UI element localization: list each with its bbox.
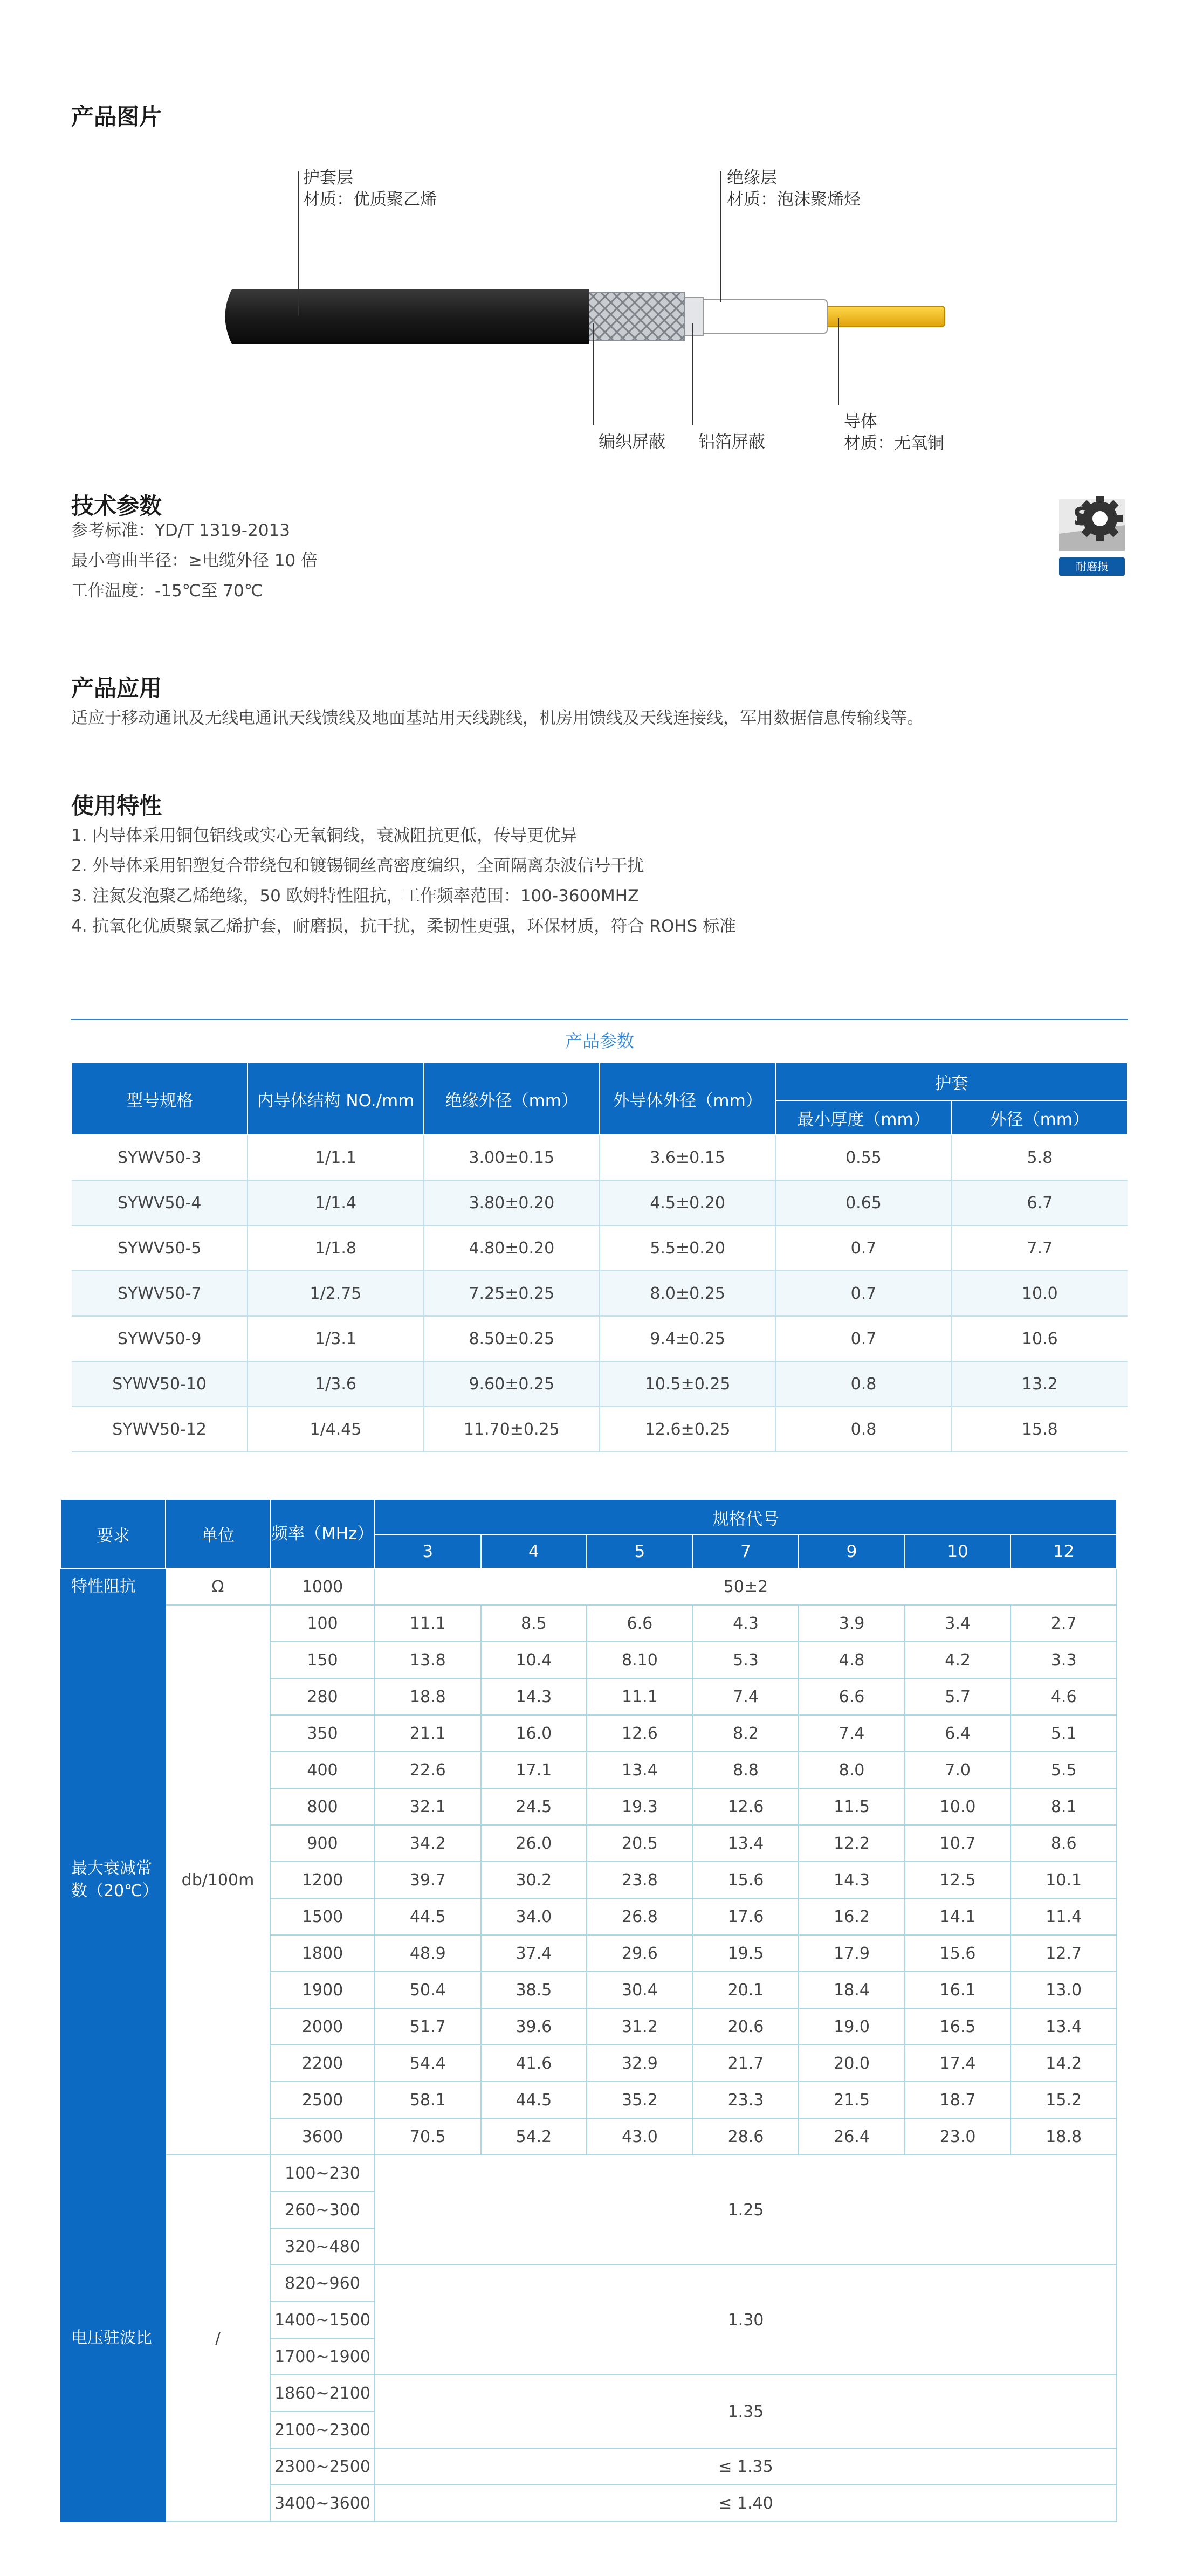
table-cell: 1/1.4 (248, 1180, 423, 1225)
attenuation-value: 7.0 (905, 1752, 1011, 1788)
attenuation-freq: 800 (270, 1788, 375, 1825)
attenuation-value: 3.9 (799, 1605, 905, 1642)
svg-text:S: S (1073, 502, 1091, 531)
attenuation-freq: 350 (270, 1715, 375, 1752)
attenuation-value: 8.2 (693, 1715, 799, 1752)
table-row (61, 2155, 1117, 2192)
table-row (72, 1225, 1128, 1271)
attenuation-value: 6.6 (587, 1605, 693, 1642)
attenuation-value: 8.8 (693, 1752, 799, 1788)
callout-jacket-name: 护套层 (303, 168, 353, 188)
attenuation-value: 50.4 (375, 1972, 481, 2008)
table-cell: 9.60±0.25 (424, 1361, 600, 1407)
attenuation-value: 26.8 (587, 1898, 693, 1935)
col-header-spec: 12 (1010, 1535, 1117, 1568)
attenuation-value: 10.1 (1010, 1862, 1117, 1898)
table-cell: 1/3.6 (248, 1361, 423, 1407)
attenuation-value: 26.0 (481, 1825, 587, 1862)
attenuation-value: 31.2 (587, 2008, 693, 2045)
table-cell: 5.5±0.20 (600, 1225, 775, 1271)
attenuation-value: 2.7 (1010, 1605, 1117, 1642)
col-header-spec-code: 规格代号 (375, 1499, 1117, 1535)
attenuation-value: 20.1 (693, 1972, 799, 2008)
attenuation-value: 11.4 (1010, 1898, 1117, 1935)
table-cell: 13.2 (952, 1361, 1128, 1407)
attenuation-value: 20.6 (693, 2008, 799, 2045)
col-header-spec: 5 (587, 1535, 693, 1568)
tech-param-bend-radius: 最小弯曲半径：≥电缆外径 10 倍 (71, 551, 318, 570)
table-cell: 1/1.8 (248, 1225, 423, 1271)
table-cell: 0.7 (775, 1316, 951, 1361)
attenuation-value: 26.4 (799, 2118, 905, 2155)
callout-braid: 编织屏蔽 (599, 432, 665, 452)
impedance-value: 50±2 (375, 1568, 1117, 1605)
attenuation-value: 12.5 (905, 1862, 1011, 1898)
table-row (61, 1568, 1117, 1605)
table-cell: 0.55 (775, 1135, 951, 1180)
attenuation-value: 15.6 (905, 1935, 1011, 1972)
abrasion-badge (1057, 487, 1127, 579)
attenuation-value: 34.2 (375, 1825, 481, 1862)
attenuation-value: 19.5 (693, 1935, 799, 1972)
callout-insulation (727, 167, 861, 210)
cable-jacket (225, 289, 589, 344)
attenuation-value: 15.2 (1010, 2082, 1117, 2118)
attenuation-value: 19.3 (587, 1788, 693, 1825)
section-title-features: 使用特性 (71, 793, 162, 819)
vswr-freq: 1860~2100 (270, 2375, 375, 2412)
attenuation-value: 21.1 (375, 1715, 481, 1752)
attenuation-value: 22.6 (375, 1752, 481, 1788)
attenuation-value: 13.0 (1010, 1972, 1117, 2008)
attenuation-value: 6.6 (799, 1678, 905, 1715)
attenuation-value: 13.4 (587, 1752, 693, 1788)
tech-params-list (71, 515, 318, 606)
application-text: 适应于移动通讯及无线电通讯天线馈线及地面基站用天线跳线，机房用馈线及天线连接线，军用数据信息传输线等。 (71, 708, 924, 728)
feature-item: 2. 外导体采用铝塑复合带绕包和镀锡铜丝高密度编织，全面隔离杂波信号干扰 (71, 856, 644, 876)
attenuation-value: 20.5 (587, 1825, 693, 1862)
col-header-spec: 9 (799, 1535, 905, 1568)
attenuation-value: 16.5 (905, 2008, 1011, 2045)
vswr-freq: 260~300 (270, 2192, 375, 2228)
electrical-params-body (61, 1568, 1117, 2522)
attenuation-value: 4.6 (1010, 1678, 1117, 1715)
attenuation-value: 16.2 (799, 1898, 905, 1935)
attenuation-value: 16.0 (481, 1715, 587, 1752)
callout-insulation-name: 绝缘层 (727, 168, 777, 188)
tech-param-standard: 参考标准：YD/T 1319-2013 (71, 521, 291, 540)
table-cell: 0.65 (775, 1180, 951, 1225)
table-row (61, 1605, 1117, 1642)
col-header-jacket: 护套 (775, 1063, 1128, 1100)
attenuation-value: 12.6 (587, 1715, 693, 1752)
attenuation-value: 8.5 (481, 1605, 587, 1642)
attenuation-value: 43.0 (587, 2118, 693, 2155)
attenuation-value: 3.3 (1010, 1642, 1117, 1678)
attenuation-freq: 2000 (270, 2008, 375, 2045)
impedance-freq: 1000 (270, 1568, 375, 1605)
attenuation-value: 12.7 (1010, 1935, 1117, 1972)
section-title-product-image: 产品图片 (71, 104, 162, 130)
table-cell: 15.8 (952, 1407, 1128, 1452)
attenuation-value: 44.5 (481, 2082, 587, 2118)
attenuation-value: 30.2 (481, 1862, 587, 1898)
attenuation-value: 21.7 (693, 2045, 799, 2082)
attenuation-value: 51.7 (375, 2008, 481, 2045)
attenuation-value: 18.8 (375, 1678, 481, 1715)
attenuation-value: 5.3 (693, 1642, 799, 1678)
attenuation-value: 23.3 (693, 2082, 799, 2118)
feature-item: 4. 抗氧化优质聚氯乙烯护套，耐磨损，抗干扰，柔韧性更强，环保材质，符合 ROHS 标准 (71, 917, 737, 936)
table-cell: 8.50±0.25 (424, 1316, 600, 1361)
table-row (72, 1316, 1128, 1361)
table-cell: 5.8 (952, 1135, 1128, 1180)
attenuation-value: 54.4 (375, 2045, 481, 2082)
attenuation-value: 10.4 (481, 1642, 587, 1678)
attenuation-value: 10.0 (905, 1788, 1011, 1825)
col-header-frequency: 频率（MHz） (270, 1499, 375, 1568)
table-cell: 0.8 (775, 1407, 951, 1452)
attenuation-value: 17.6 (693, 1898, 799, 1935)
table-cell: 6.7 (952, 1180, 1128, 1225)
attenuation-value: 18.7 (905, 2082, 1011, 2118)
table-row (72, 1361, 1128, 1407)
col-header-outer-conductor-od: 外导体外径（mm） (600, 1063, 775, 1135)
attenuation-value: 48.9 (375, 1935, 481, 1972)
features-list (71, 821, 736, 941)
attenuation-value: 7.4 (799, 1715, 905, 1752)
attenuation-value: 17.1 (481, 1752, 587, 1788)
table-row (72, 1135, 1128, 1180)
vswr-freq: 820~960 (270, 2265, 375, 2302)
attenuation-value: 4.2 (905, 1642, 1011, 1678)
callout-conductor-material: 材质：无氧铜 (844, 433, 944, 453)
col-header-spec: 7 (693, 1535, 799, 1568)
attenuation-value: 39.7 (375, 1862, 481, 1898)
col-header-model: 型号规格 (72, 1063, 248, 1135)
attenuation-value: 6.4 (905, 1715, 1011, 1752)
attenuation-value: 13.4 (1010, 2008, 1117, 2045)
col-header-jacket-od: 外径（mm） (952, 1100, 1128, 1135)
tech-param-temperature: 工作温度：-15℃至 70℃ (71, 581, 263, 601)
table-cell: 11.70±0.25 (424, 1407, 600, 1452)
product-params-caption: 产品参数 (71, 1019, 1128, 1062)
attenuation-value: 8.1 (1010, 1788, 1117, 1825)
attenuation-freq: 150 (270, 1642, 375, 1678)
col-header-spec: 4 (481, 1535, 587, 1568)
callout-conductor (844, 411, 944, 454)
table-row (72, 1407, 1128, 1452)
vswr-value: 1.30 (375, 2265, 1117, 2375)
attenuation-value: 23.8 (587, 1862, 693, 1898)
electrical-params-table (60, 1499, 1117, 2522)
vswr-unit: / (166, 2155, 270, 2522)
attenuation-value: 14.2 (1010, 2045, 1117, 2082)
table-row (72, 1271, 1128, 1316)
vswr-freq: 2300~2500 (270, 2448, 375, 2485)
attenuation-freq: 400 (270, 1752, 375, 1788)
attenuation-freq: 1200 (270, 1862, 375, 1898)
attenuation-value: 21.5 (799, 2082, 905, 2118)
table-cell: 1/3.1 (248, 1316, 423, 1361)
attenuation-value: 4.8 (799, 1642, 905, 1678)
attenuation-value: 23.0 (905, 2118, 1011, 2155)
attenuation-value: 12.6 (693, 1788, 799, 1825)
attenuation-value: 14.1 (905, 1898, 1011, 1935)
callout-jacket (303, 167, 437, 210)
attenuation-value: 20.0 (799, 2045, 905, 2082)
col-header-spec: 10 (905, 1535, 1011, 1568)
table-cell: 12.6±0.25 (600, 1407, 775, 1452)
cable-braid (582, 292, 685, 341)
feature-item: 3. 注氮发泡聚乙烯绝缘，50 欧姆特性阻抗，工作频率范围：100-3600MHZ (71, 886, 640, 906)
table-cell: 0.7 (775, 1271, 951, 1316)
table-cell: 3.00±0.15 (424, 1135, 600, 1180)
attenuation-unit: db/100m (166, 1605, 270, 2155)
table-cell: SYWV50-4 (72, 1180, 248, 1225)
table-cell: 7.7 (952, 1225, 1128, 1271)
table-cell: 1/2.75 (248, 1271, 423, 1316)
table-cell: 10.6 (952, 1316, 1128, 1361)
product-params-table (71, 1019, 1128, 1452)
table-cell: SYWV50-3 (72, 1135, 248, 1180)
attenuation-value: 37.4 (481, 1935, 587, 1972)
col-header-spec: 3 (375, 1535, 481, 1568)
callout-conductor-name: 导体 (844, 412, 877, 431)
vswr-value: 1.25 (375, 2155, 1117, 2265)
attenuation-value: 34.0 (481, 1898, 587, 1935)
attenuation-value: 70.5 (375, 2118, 481, 2155)
callout-foil: 铝箔屏蔽 (698, 432, 765, 452)
attenuation-value: 5.1 (1010, 1715, 1117, 1752)
cable-structure-diagram (0, 0, 1203, 485)
table-cell: SYWV50-7 (72, 1271, 248, 1316)
section-title-application: 产品应用 (71, 675, 162, 701)
gear-abrasion-icon (1057, 487, 1127, 579)
table-cell: SYWV50-9 (72, 1316, 248, 1361)
attenuation-value: 7.4 (693, 1678, 799, 1715)
product-params-body (72, 1135, 1128, 1452)
attenuation-value: 32.9 (587, 2045, 693, 2082)
attenuation-freq: 2500 (270, 2082, 375, 2118)
attenuation-value: 35.2 (587, 2082, 693, 2118)
attenuation-value: 16.1 (905, 1972, 1011, 2008)
table-cell: 0.8 (775, 1361, 951, 1407)
vswr-freq: 1400~1500 (270, 2302, 375, 2338)
attenuation-value: 32.1 (375, 1788, 481, 1825)
attenuation-value: 14.3 (481, 1678, 587, 1715)
attenuation-value: 5.7 (905, 1678, 1011, 1715)
vswr-freq: 3400~3600 (270, 2485, 375, 2522)
col-header-inner-conductor: 内导体结构 NO./mm (248, 1063, 423, 1135)
badge-label: 耐磨损 (1076, 560, 1108, 573)
col-header-min-thickness: 最小厚度（mm） (775, 1100, 951, 1135)
attenuation-value: 19.0 (799, 2008, 905, 2045)
vswr-freq: 1700~1900 (270, 2338, 375, 2375)
callout-insulation-material: 材质：泡沫聚烯烃 (727, 190, 861, 209)
table-cell: 3.6±0.15 (600, 1135, 775, 1180)
attenuation-value: 10.7 (905, 1825, 1011, 1862)
attenuation-value: 44.5 (375, 1898, 481, 1935)
table-cell: 0.7 (775, 1225, 951, 1271)
attenuation-value: 8.0 (799, 1752, 905, 1788)
table-row (72, 1180, 1128, 1225)
attenuation-freq: 100 (270, 1605, 375, 1642)
table-cell: SYWV50-5 (72, 1225, 248, 1271)
vswr-freq: 2100~2300 (270, 2412, 375, 2448)
attenuation-value: 8.10 (587, 1642, 693, 1678)
vswr-value: ≤ 1.35 (375, 2448, 1117, 2485)
table-cell: 10.0 (952, 1271, 1128, 1316)
attenuation-value: 11.5 (799, 1788, 905, 1825)
feature-item: 1. 内导体采用铜包铝线或实心无氧铜线，衰减阻抗更低，传导更优异 (71, 826, 578, 845)
vswr-value: ≤ 1.40 (375, 2485, 1117, 2522)
attenuation-freq: 900 (270, 1825, 375, 1862)
table-cell: 4.80±0.20 (424, 1225, 600, 1271)
attenuation-value: 17.4 (905, 2045, 1011, 2082)
col-header-unit: 单位 (166, 1499, 270, 1568)
col-header-insulation-od: 绝缘外径（mm） (424, 1063, 600, 1135)
impedance-unit: Ω (166, 1568, 270, 1605)
table-cell: 9.4±0.25 (600, 1316, 775, 1361)
attenuation-freq: 2200 (270, 2045, 375, 2082)
vswr-label: 电压驻波比 (61, 2155, 166, 2522)
col-header-requirement: 要求 (61, 1499, 166, 1568)
attenuation-freq: 1800 (270, 1935, 375, 1972)
attenuation-value: 15.6 (693, 1862, 799, 1898)
attenuation-freq: 1500 (270, 1898, 375, 1935)
impedance-label: 特性阻抗 (61, 1568, 166, 1605)
attenuation-value: 24.5 (481, 1788, 587, 1825)
table-cell: 3.80±0.20 (424, 1180, 600, 1225)
attenuation-value: 12.2 (799, 1825, 905, 1862)
table-cell: 1/1.1 (248, 1135, 423, 1180)
attenuation-value: 29.6 (587, 1935, 693, 1972)
attenuation-value: 54.2 (481, 2118, 587, 2155)
table-cell: SYWV50-10 (72, 1361, 248, 1407)
table-cell: SYWV50-12 (72, 1407, 248, 1452)
vswr-freq: 100~230 (270, 2155, 375, 2192)
attenuation-label: 最大衰减常数（20℃） (61, 1605, 166, 2155)
attenuation-freq: 3600 (270, 2118, 375, 2155)
attenuation-value: 11.1 (587, 1678, 693, 1715)
table-cell: 7.25±0.25 (424, 1271, 600, 1316)
attenuation-freq: 1900 (270, 1972, 375, 2008)
attenuation-value: 13.4 (693, 1825, 799, 1862)
section-title-tech-params: 技术参数 (71, 493, 162, 519)
vswr-freq: 320~480 (270, 2228, 375, 2265)
table-cell: 10.5±0.25 (600, 1361, 775, 1407)
attenuation-value: 18.4 (799, 1972, 905, 2008)
attenuation-value: 8.6 (1010, 1825, 1117, 1862)
attenuation-value: 58.1 (375, 2082, 481, 2118)
attenuation-value: 11.1 (375, 1605, 481, 1642)
attenuation-value: 38.5 (481, 1972, 587, 2008)
attenuation-value: 14.3 (799, 1862, 905, 1898)
attenuation-value: 18.8 (1010, 2118, 1117, 2155)
attenuation-value: 30.4 (587, 1972, 693, 2008)
attenuation-value: 41.6 (481, 2045, 587, 2082)
table-cell: 4.5±0.20 (600, 1180, 775, 1225)
cable-insulation (696, 300, 827, 333)
callout-jacket-material: 材质：优质聚乙烯 (303, 190, 437, 209)
attenuation-value: 4.3 (693, 1605, 799, 1642)
table-cell: 1/4.45 (248, 1407, 423, 1452)
attenuation-value: 28.6 (693, 2118, 799, 2155)
attenuation-value: 39.6 (481, 2008, 587, 2045)
attenuation-value: 5.5 (1010, 1752, 1117, 1788)
attenuation-value: 17.9 (799, 1935, 905, 1972)
table-cell: 8.0±0.25 (600, 1271, 775, 1316)
vswr-value: 1.35 (375, 2375, 1117, 2448)
attenuation-value: 13.8 (375, 1642, 481, 1678)
attenuation-value: 3.4 (905, 1605, 1011, 1642)
attenuation-freq: 280 (270, 1678, 375, 1715)
